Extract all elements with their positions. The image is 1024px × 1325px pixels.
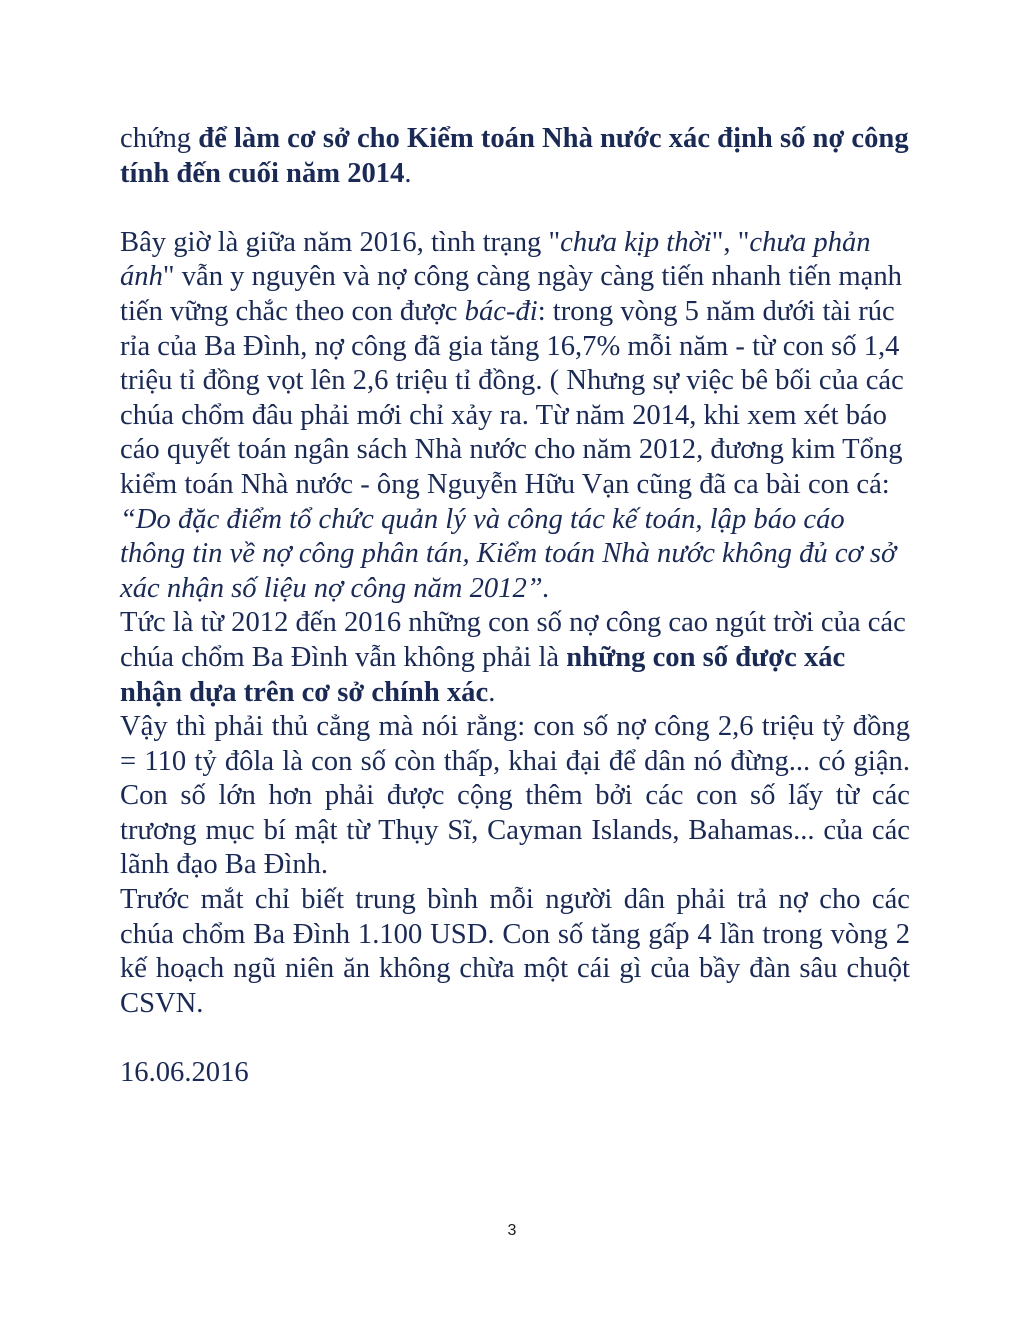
italic-quote: “Do đặc điểm tổ chức quản lý và công tác kế toán, lập báo cáo thông tin về nợ công phân tán, Kiểm toán Nhà nước không đủ cơ sở xác nhận số liệu nợ công năm 2012”.: [120, 503, 897, 604]
paragraph-1: chứng để làm cơ sở cho Kiểm toán Nhà nước xác định số nợ công tính đến cuối năm 2014.: [120, 123, 909, 189]
paragraph-3: Tức là từ 2012 đến 2016 những con số nợ công cao ngút trời của các chúa chổm Ba Đình vẫn không phải là những con số được xác nhận dựa trên cơ sở chính xác.: [120, 607, 906, 708]
paragraph-2: Bây giờ là giữa năm 2016, tình trạng "chưa kịp thời", "chưa phản ánh" vẫn y nguyên và nợ công càng ngày càng tiến nhanh tiến mạnh tiến vững chắc theo con được bác-đi: trong vòng 5 năm dưới tài rúc rỉa của Ba Đình, nợ công đã gia tăng 16,7% mỗi năm - từ con số 1,4 triệu tỉ đồng vọt lên 2,6 triệu tỉ đồng. ( Nhưng sự việc bê bối của các chúa chổm đâu phải mới chỉ xảy ra. Từ năm 2014, khi xem xét báo cáo quyết toán ngân sách Nhà nước cho năm 2012, đương kim Tổng kiểm toán Nhà nước - ông Nguyễn Hữu Vạn cũng đã ca bài con cá: “Do đặc điểm tổ chức quản lý và công tác kế toán, lập báo cáo thông tin về nợ công phân tán, Kiểm toán Nhà nước không đủ cơ sở xác nhận số liệu nợ công năm 2012”.: [120, 226, 904, 604]
paragraph-5: Trước mắt chỉ biết trung bình mỗi người dân phải trả nợ cho các chúa chổm Ba Đình 1.100 USD. Con số tăng gấp 4 lần trong vòng 2 kế hoạch ngũ niên ăn không chừa một cái gì của bầy đàn sâu chuột CSVN.: [120, 884, 910, 1019]
paragraph-gap: [120, 1021, 910, 1056]
italic-phrase: bác-đi: [464, 295, 538, 327]
bold-phrase: những con số được xác nhận dựa trên cơ sở chính xác: [120, 641, 846, 708]
page-number: 3: [507, 1222, 517, 1239]
italic-phrase: chưa phản ánh: [120, 226, 871, 293]
paragraph-4: Vậy thì phải thủ cẳng mà nói rằng: con số nợ công 2,6 triệu tỷ đồng = 110 tỷ đôla là con số còn thấp, khai đại để dân nó đừng... có giận. Con số lớn hơn phải được cộng thêm bởi các con số lấy từ các trương mục bí mật từ Thụy Sĩ, Cayman Islands, Bahamas... của các lãnh đạo Ba Đình.: [120, 711, 910, 881]
paragraph-gap: [120, 191, 910, 226]
bold-phrase: để làm cơ sở cho Kiểm toán Nhà nước xác định số nợ công tính đến cuối năm 2014: [120, 123, 909, 189]
date-line: 16.06.2016: [120, 1057, 249, 1089]
body-text: [120, 122, 910, 1091]
italic-phrase: chưa kịp thời: [560, 226, 712, 258]
